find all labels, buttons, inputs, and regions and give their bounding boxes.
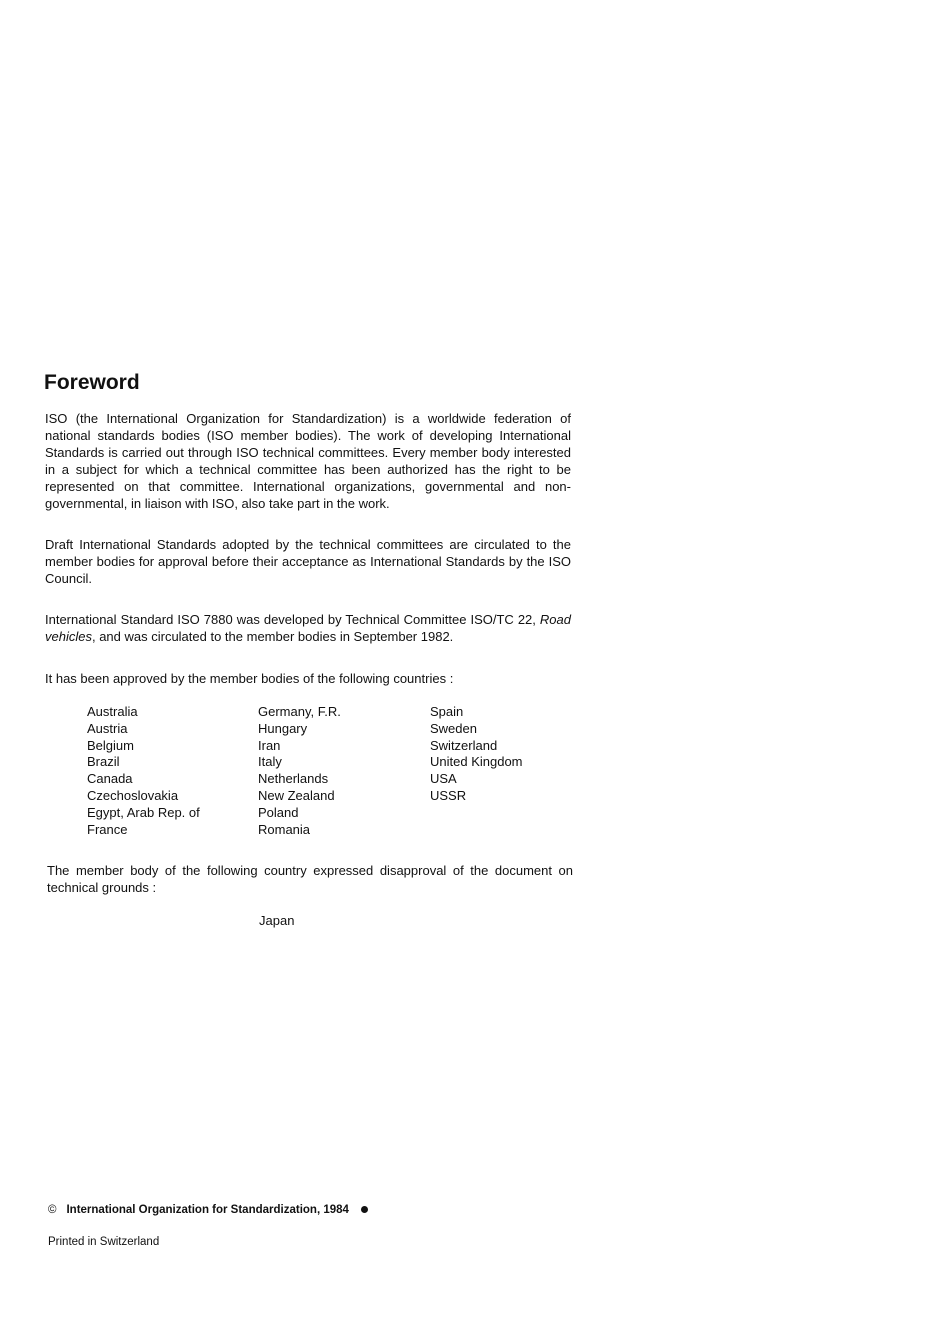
country-item: Austria: [87, 720, 128, 736]
country-item: Switzerland: [430, 737, 498, 753]
disapproval-paragraph: The member body of the following country expressed disapproval of the document on technical grounds :: [47, 863, 573, 895]
country-item: Belgium: [87, 737, 134, 753]
copyright-text: International Organization for Standardization, 1984: [66, 1204, 349, 1216]
printed-in-note: Printed in Switzerland: [48, 1236, 160, 1248]
country-item: Sweden: [430, 720, 477, 736]
committee-title: Road vehicles: [45, 612, 571, 644]
country-item: New Zealand: [258, 787, 335, 803]
draft-standards-paragraph: Draft International Standards adopted by the technical committees are circulated to the member bodies for approval before their acceptance as International Standards by the ISO Council.: [45, 537, 571, 586]
country-item: USSR: [430, 787, 467, 803]
copyright-line: [48, 1204, 368, 1216]
country-item: Romania: [258, 821, 311, 837]
approval-paragraph: It has been approved by the member bodies of the following countries :: [45, 671, 454, 686]
country-item: Italy: [258, 754, 282, 770]
bullet-dot-icon: [361, 1206, 368, 1213]
country-item: Hungary: [258, 720, 308, 736]
country-item: USA: [430, 771, 457, 787]
disapproving-country: Japan: [259, 913, 295, 928]
country-item: Brazil: [87, 754, 120, 770]
foreword-heading: Foreword: [44, 371, 140, 394]
country-list-column-1: [87, 704, 200, 838]
country-item: Spain: [430, 704, 464, 719]
intro-paragraph: ISO (the International Organization for Standardization) is a worldwide federation of national standards bodies (ISO member bodies). The work of developing International Standards is carried out through ISO technical committees. Every member body interested in a subject for which a technical committee has been authorized has the right to be represented on that committee. International organizations, governmental and non-governmental, in liaison with ISO, also take part in the work.: [45, 411, 571, 511]
country-item: Egypt, Arab Rep. of: [87, 804, 200, 820]
country-item: France: [87, 821, 128, 837]
country-item: Poland: [258, 804, 299, 820]
country-list-column-2: [258, 704, 341, 838]
development-text-end: , and was circulated to the member bodies in September 1982.: [91, 629, 454, 644]
country-item: Germany, F.R.: [258, 704, 341, 719]
country-item: Netherlands: [258, 771, 329, 787]
country-item: Canada: [87, 771, 133, 787]
country-item: Iran: [258, 737, 281, 753]
development-paragraph: [45, 611, 571, 645]
country-item: Australia: [87, 704, 138, 719]
country-list-column-3: [430, 704, 523, 805]
country-item: Czechoslovakia: [87, 787, 179, 803]
country-item: United Kingdom: [430, 754, 523, 770]
copyright-symbol: ©: [48, 1204, 57, 1216]
development-text-start: International Standard ISO 7880 was developed by Technical Committee ISO/TC 22,: [45, 612, 536, 627]
